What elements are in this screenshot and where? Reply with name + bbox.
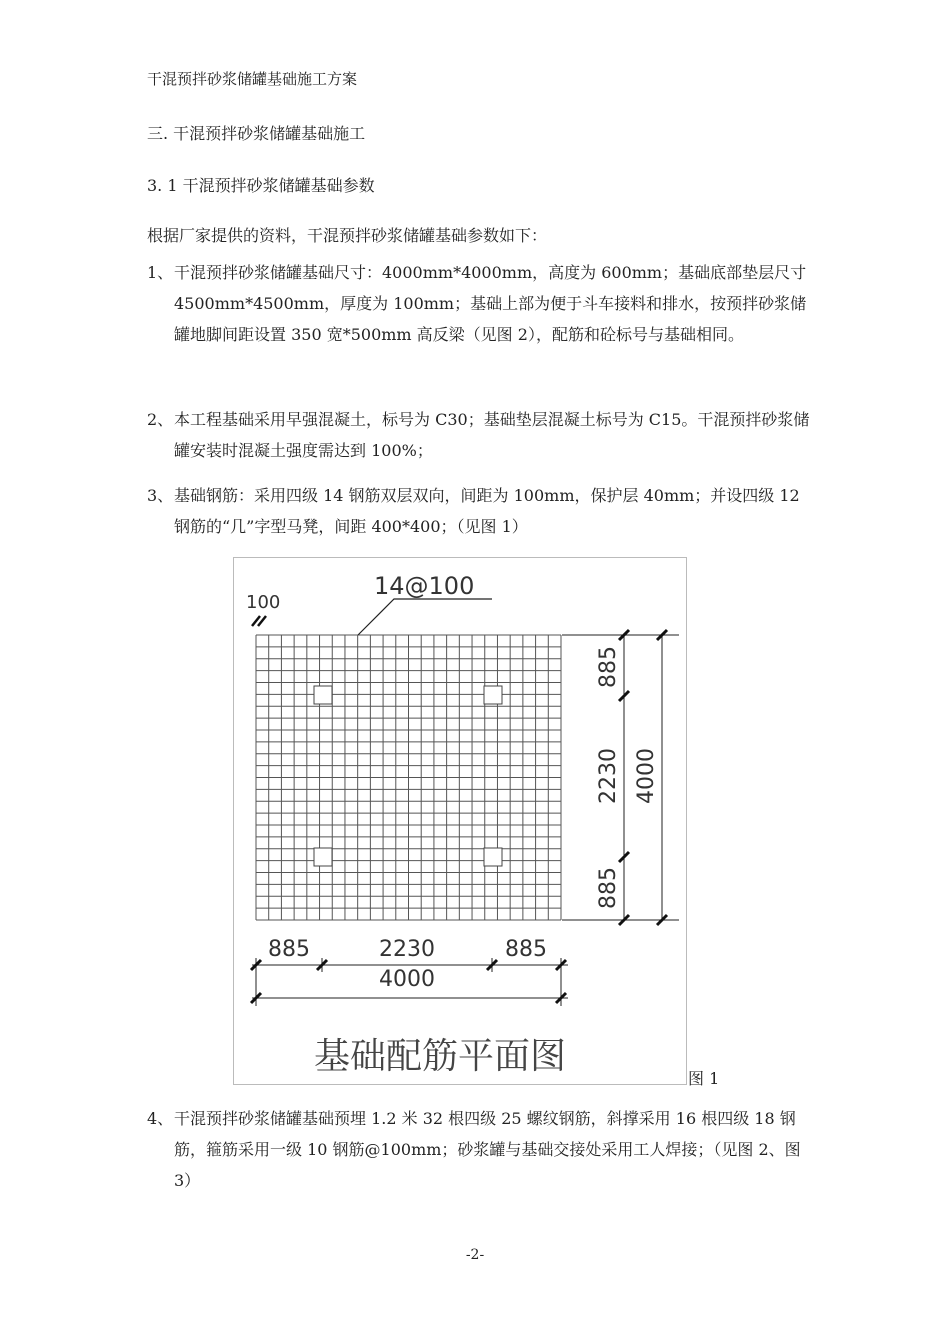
rebar-grid: [256, 635, 561, 920]
dim-label: 885: [596, 867, 621, 909]
dim-label: 885: [596, 646, 621, 688]
subsection-title: 3. 1 干混预拌砂浆储罐基础参数: [147, 176, 375, 195]
list-item: [147, 404, 812, 466]
rebar-label: 14@100: [374, 572, 475, 600]
anchor-square: [484, 686, 502, 704]
dim-label: 2230: [379, 937, 435, 962]
list-item-number: 3、: [147, 486, 174, 505]
dim-label: 885: [268, 937, 310, 962]
spacing-marker: [252, 616, 266, 626]
figure-rebar-plan: [233, 557, 687, 1085]
section-title: 三. 干混预拌砂浆储罐基础施工: [147, 124, 366, 143]
dim-label: 4000: [379, 967, 435, 992]
list-item-text: 干混预拌砂浆储罐基础预埋 1.2 米 32 根四级 25 螺纹钢筋，斜撑采用 16 根四级 18 钢筋，箍筋采用一级 10 钢筋@100mm；砂浆罐与基础交接处采用工人焊接；（见图 2、图 3）: [174, 1109, 801, 1190]
spacing-label: 100: [246, 592, 281, 613]
figure-title: 基础配筋平面图: [314, 1036, 567, 1077]
dim-label: 2230: [596, 748, 621, 804]
dim-label: 4000: [634, 748, 659, 804]
list-item-text: 干混预拌砂浆储罐基础尺寸：4000mm*4000mm，高度为 600mm；基础底部垫层尺寸 4500mm*4500mm，厚度为 100mm；基础上部为便于斗车接料和排水，按预拌砂浆储罐地脚间距设置 350 宽*500mm 高反梁（见图 2），配筋和砼标号与基础相同。: [174, 263, 807, 344]
list-item-text: 基础钢筋：采用四级 14 钢筋双层双向，间距为 100mm，保护层 40mm；并设四级 12 钢筋的“几”字型马凳，间距 400*400；（见图 1）: [174, 486, 800, 536]
anchor-square: [314, 686, 332, 704]
anchor-square: [314, 848, 332, 866]
page-number: -2-: [465, 1247, 485, 1263]
dim-label: 885: [505, 937, 547, 962]
list-item-text: 本工程基础采用早强混凝土，标号为 C30；基础垫层混凝土标号为 C15。干混预拌砂浆储罐安装时混凝土强度需达到 100%；: [174, 410, 810, 460]
list-item-number: 2、: [147, 410, 174, 429]
anchor-square: [484, 848, 502, 866]
intro-paragraph: 根据厂家提供的资料，干混预拌砂浆储罐基础参数如下：: [147, 226, 548, 245]
leader-line: [358, 599, 492, 635]
list-item: [147, 1103, 812, 1196]
list-item-number: 1、: [147, 263, 174, 282]
page-header: 干混预拌砂浆储罐基础施工方案: [147, 70, 358, 88]
list-item-number: 4、: [147, 1109, 174, 1128]
rebar-plan-drawing: [234, 558, 686, 1084]
list-item: [147, 480, 812, 542]
list-item: [147, 257, 812, 350]
figure-caption: 图 1: [688, 1069, 720, 1088]
